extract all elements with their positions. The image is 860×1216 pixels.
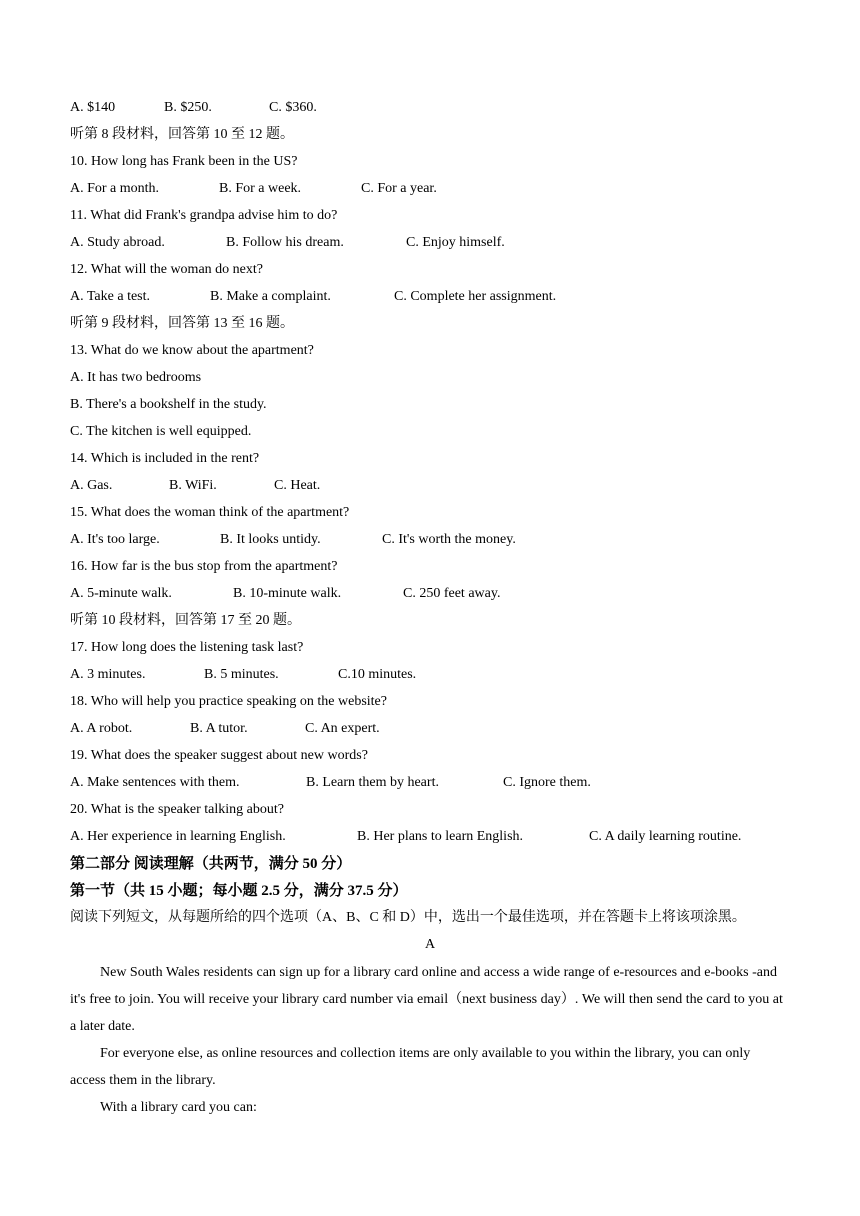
q18-option-b: B. A tutor. — [190, 721, 248, 736]
q20-option-b: B. Her plans to learn English. — [357, 829, 524, 844]
q19-options — [70, 774, 591, 792]
q12-option-c: C. Complete her assignment. — [394, 289, 557, 304]
q17-options — [70, 666, 416, 684]
q20-option-c: C. A daily learning routine. — [589, 829, 742, 844]
q10-stem: 10. How long has Frank been in the US? — [70, 154, 298, 169]
q9-options — [70, 99, 317, 117]
q13-stem: 13. What do we know about the apartment? — [70, 343, 314, 358]
q17-stem: 17. How long does the listening task last? — [70, 640, 304, 655]
q17-option-c: C.10 minutes. — [338, 667, 417, 682]
q11-options — [70, 234, 505, 252]
q15-option-b: B. It looks untidy. — [220, 532, 321, 547]
q9-option-c: C. $360. — [269, 100, 317, 115]
q15-stem: 15. What does the woman think of the apartment? — [70, 505, 350, 520]
q13-option-c: C. The kitchen is well equipped. — [70, 424, 252, 439]
q14-option-c: C. Heat. — [274, 478, 321, 493]
q14-option-a: A. Gas. — [70, 478, 113, 493]
q19-option-b: B. Learn them by heart. — [306, 775, 439, 790]
q19-option-a: A. Make sentences with them. — [70, 775, 240, 790]
q12-stem: 12. What will the woman do next? — [70, 262, 263, 277]
passage-paragraph-2: For everyone else, as online resources and collection items are only available to you within the library, you can only access them in the library. — [70, 1046, 751, 1088]
passage-paragraph-1: New South Wales residents can sign up for a library card online and access a wide range of e-resources and e-books -and it's free to join. You will receive your library card number via email（next business day）. We will then send the card to you at a later date. — [70, 965, 783, 1034]
q16-option-a: A. 5-minute walk. — [70, 586, 172, 601]
q15-option-a: A. It's too large. — [70, 532, 160, 547]
q11-option-b: B. Follow his dream. — [226, 235, 344, 250]
q14-options — [70, 477, 320, 495]
q9-option-b: B. $250. — [164, 100, 212, 115]
q10-option-c: C. For a year. — [361, 181, 437, 196]
passage-label: A — [424, 937, 436, 952]
section-heading-9: 听第 9 段材料，回答第 13 至 16 题。 — [70, 316, 294, 331]
q20-stem: 20. What is the speaker talking about? — [70, 802, 284, 817]
q19-option-c: C. Ignore them. — [503, 775, 591, 790]
q18-options — [70, 720, 380, 738]
q18-option-c: C. An expert. — [305, 721, 380, 736]
section-one-title: 第一节（共 15 小题；每小题 2.5 分，满分 37.5 分） — [70, 883, 408, 899]
q9-option-a: A. $140 — [70, 100, 116, 115]
q16-option-b: B. 10-minute walk. — [233, 586, 342, 601]
q12-options — [70, 288, 556, 306]
q20-option-a: A. Her experience in learning English. — [70, 829, 286, 844]
q16-options — [70, 585, 500, 603]
reading-instruction: 阅读下列短文，从每题所给的四个选项（A、B、C 和 D）中，选出一个最佳选项，并在答题卡上将该项涂黑。 — [70, 910, 746, 925]
q12-option-b: B. Make a complaint. — [210, 289, 331, 304]
q17-option-a: A. 3 minutes. — [70, 667, 146, 682]
q13-option-a: A. It has two bedrooms — [70, 370, 202, 385]
q11-option-a: A. Study abroad. — [70, 235, 165, 250]
q13-option-b: B. There's a bookshelf in the study. — [70, 397, 267, 412]
q20-options — [70, 828, 741, 846]
part-two-title: 第二部分 阅读理解（共两节，满分 50 分） — [70, 856, 352, 872]
q11-option-c: C. Enjoy himself. — [406, 235, 505, 250]
q10-options — [70, 180, 437, 198]
section-heading-10: 听第 10 段材料，回答第 17 至 20 题。 — [70, 613, 301, 628]
passage-paragraph-3: With a library card you can: — [100, 1100, 257, 1115]
section-heading-8: 听第 8 段材料，回答第 10 至 12 题。 — [70, 127, 294, 142]
q16-option-c: C. 250 feet away. — [403, 586, 501, 601]
q15-option-c: C. It's worth the money. — [382, 532, 516, 547]
q18-option-a: A. A robot. — [70, 721, 133, 736]
q15-options — [70, 531, 516, 549]
q14-stem: 14. Which is included in the rent? — [70, 451, 260, 466]
q11-stem: 11. What did Frank's grandpa advise him to do? — [70, 208, 338, 223]
q18-stem: 18. Who will help you practice speaking on the website? — [70, 694, 387, 709]
q16-stem: 16. How far is the bus stop from the apartment? — [70, 559, 338, 574]
q12-option-a: A. Take a test. — [70, 289, 151, 304]
q10-option-a: A. For a month. — [70, 181, 160, 196]
q19-stem: 19. What does the speaker suggest about new words? — [70, 748, 368, 763]
q14-option-b: B. WiFi. — [169, 478, 217, 493]
q17-option-b: B. 5 minutes. — [204, 667, 279, 682]
q10-option-b: B. For a week. — [219, 181, 302, 196]
